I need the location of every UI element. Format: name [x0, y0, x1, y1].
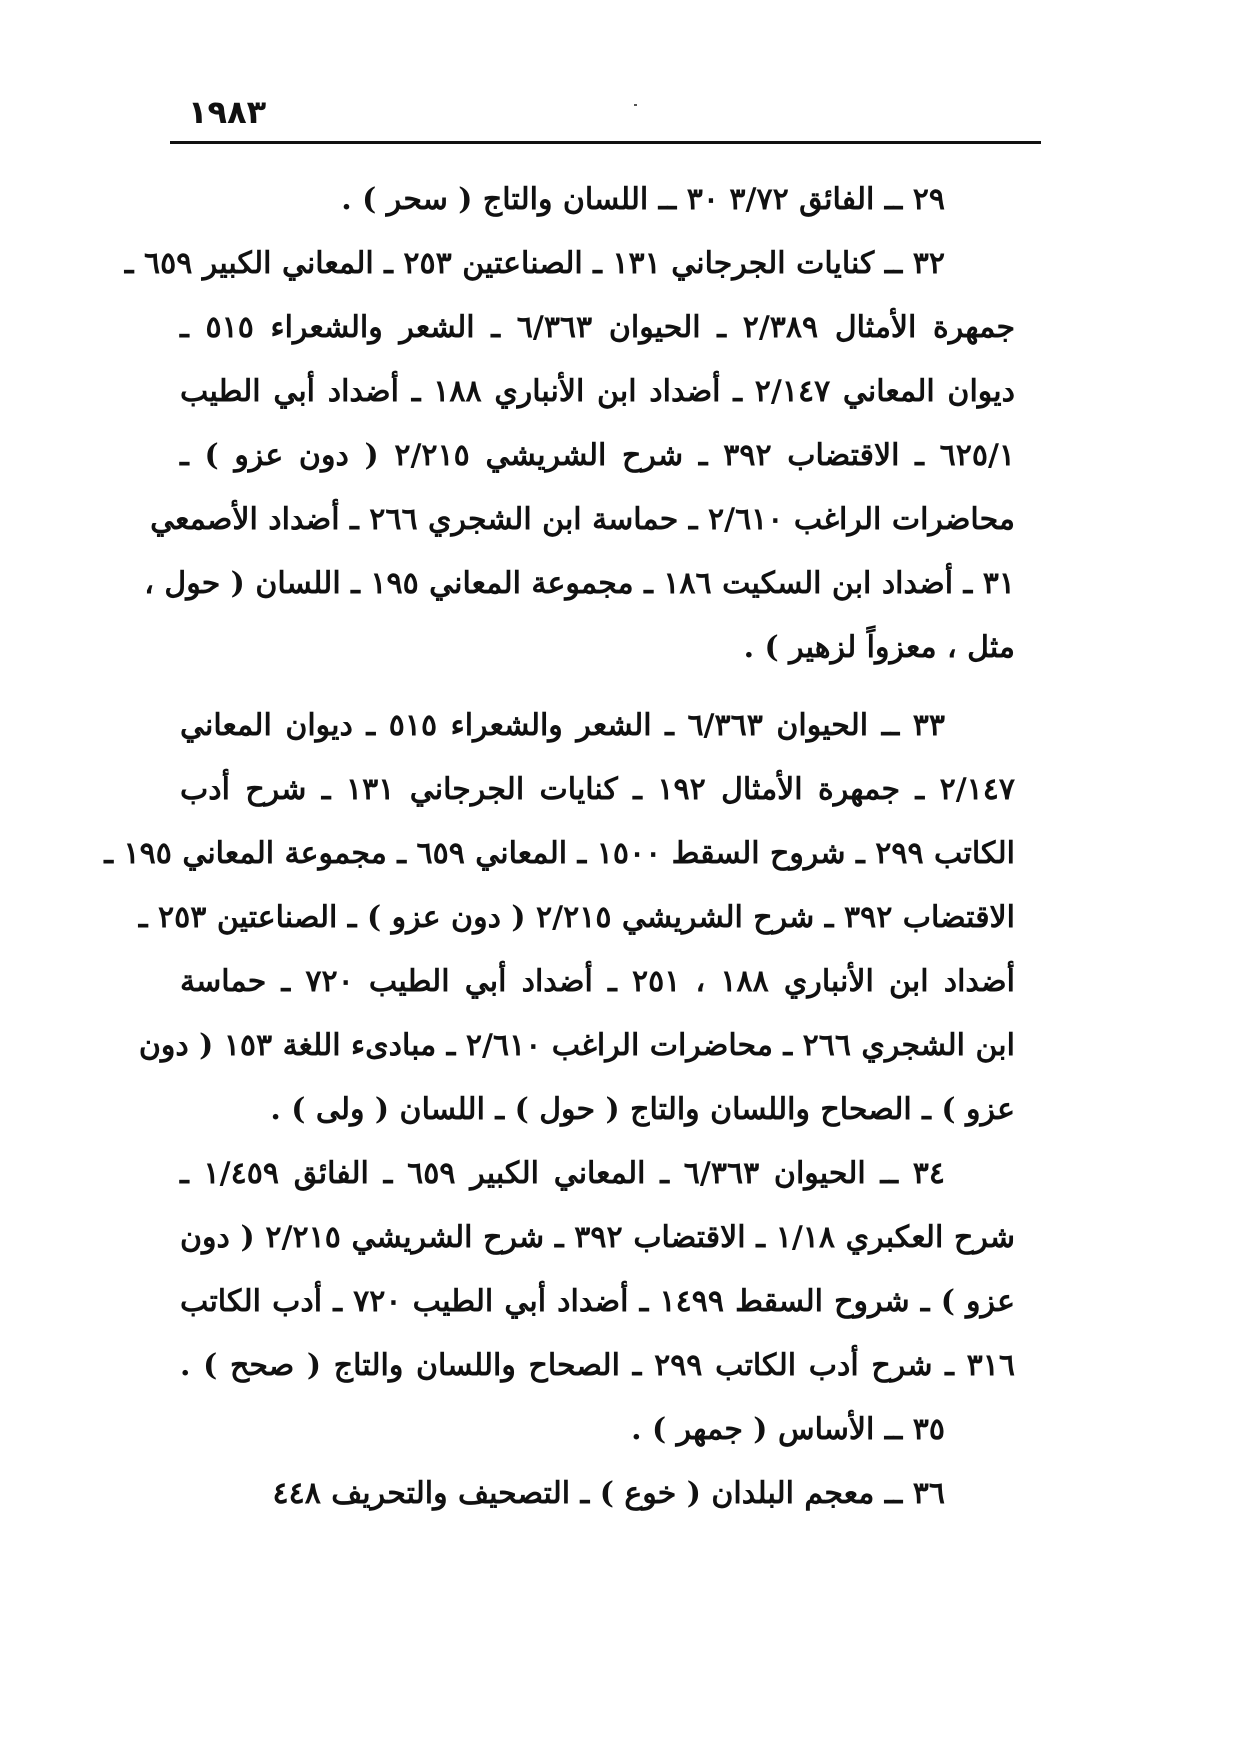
footnote-line: ٢/١٤٧ ـ جمهرة الأمثال ١٩٢ ـ كنايات الجرجاني ١٣١ ـ شرح أدب — [180, 772, 1015, 807]
footnote-line: ديوان المعاني ٢/١٤٧ ـ أضداد ابن الأنباري ١٨٨ ـ أضداد أبي الطيب — [180, 374, 1016, 409]
footnote-line: ٣٤ ــ الحيوان ٦/٣٦٣ ـ المعاني الكبير ٦٥٩ ـ الفائق ١/٤٥٩ ـ — [180, 1156, 945, 1191]
page-number: ١٩٨٣ — [188, 93, 267, 131]
footnote-line: ٣٦ ــ معجم البلدان ( خوع ) ـ التصحيف والتحريف ٤٤٨ — [272, 1476, 945, 1511]
footnote-line: جمهرة الأمثال ٢/٣٨٩ ـ الحيوان ٦/٣٦٣ ـ الشعر والشعراء ٥١٥ ـ — [180, 310, 1015, 345]
footnotes-block — [104, 168, 1016, 1526]
footnote-line: عزو ) ـ شروح السقط ١٤٩٩ ـ أضداد أبي الطيب ٧٢٠ ـ أدب الكاتب — [180, 1284, 1015, 1319]
footnote-line: الاقتضاب ٣٩٢ ـ شرح الشريشي ٢/٢١٥ ( دون عزو ) ـ الصناعتين ٢٥٣ ـ — [138, 900, 1015, 935]
footnote-line: ٦٢٥/١ ـ الاقتضاب ٣٩٢ ـ شرح الشريشي ٢/٢١٥ ( دون عزو ) ـ — [180, 438, 1016, 473]
footnote-line: مثل ، معزواً لزهير ) . — [743, 630, 1015, 665]
footnote-line: ٣٥ ــ الأساس ( جمهر ) . — [631, 1412, 945, 1447]
footnote-line: أضداد ابن الأنباري ١٨٨ ، ٢٥١ ـ أضداد أبي الطيب ٧٢٠ ـ حماسة — [180, 964, 1015, 999]
header-rule — [170, 141, 1041, 144]
speck-mark — [634, 104, 637, 106]
footnote-line: عزو ) ـ الصحاح واللسان والتاج ( حول ) ـ اللسان ( ولى ) . — [270, 1092, 1015, 1127]
footnote-line: ٣١٦ ـ شرح أدب الكاتب ٢٩٩ ـ الصحاح واللسان والتاج ( صحح ) . — [180, 1348, 1015, 1383]
footnote-line: ابن الشجري ٢٦٦ ـ محاضرات الراغب ٢/٦١٠ ـ مبادىء اللغة ١٥٣ ( دون — [138, 1028, 1015, 1063]
footnote-line: ٣٢ ــ كنايات الجرجاني ١٣١ ـ الصناعتين ٢٥٣ ـ المعاني الكبير ٦٥٩ ـ — [124, 246, 945, 281]
footnote-line: ٣٣ ــ الحيوان ٦/٣٦٣ ـ الشعر والشعراء ٥١٥ ـ ديوان المعاني — [180, 708, 946, 743]
footnote-line: شرح العكبري ١/١٨ ـ الاقتضاب ٣٩٢ ـ شرح الشريشي ٢/٢١٥ ( دون — [180, 1220, 1016, 1255]
footnote-line: ٢٩ ــ الفائق ٣/٧٢ ٣٠ ــ اللسان والتاج ( سحر ) . — [341, 182, 945, 217]
footnote-line: الكاتب ٢٩٩ ـ شروح السقط ١٥٠٠ ـ المعاني ٦٥٩ ـ مجموعة المعاني ١٩٥ ـ — [104, 836, 1015, 871]
footnote-line: محاضرات الراغب ٢/٦١٠ ـ حماسة ابن الشجري ٢٦٦ ـ أضداد الأصمعي — [150, 502, 1015, 537]
footnote-line: ٣١ ـ أضداد ابن السكيت ١٨٦ ـ مجموعة المعاني ١٩٥ ـ اللسان ( حول ، — [144, 566, 1015, 601]
